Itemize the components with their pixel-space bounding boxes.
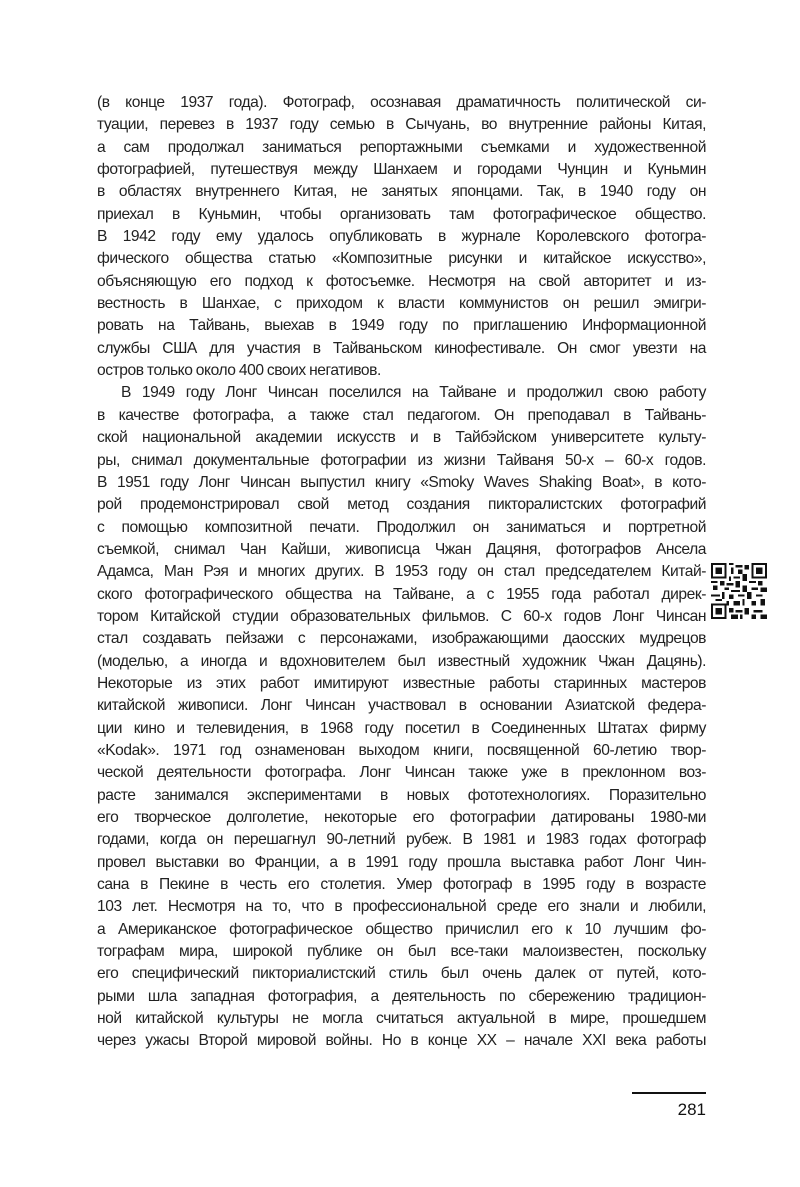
text-line: тографам мира, широкой публике он был все-таки малоизвестен, поскольку <box>97 943 706 961</box>
text-line: остров только около 400 своих негативов. <box>97 362 381 380</box>
text-line: (моделью, а иногда и вдохновителем был известный художник Чжан Дацянь). <box>97 652 706 670</box>
text-line: ческой деятельности фотографа. Лонг Чинсан также уже в преклонном воз- <box>97 764 706 782</box>
text-line: годами, когда он перешагнул 90-летний рубеж. В 1981 и 1983 годах фотограф <box>97 831 706 849</box>
text-line: провел выставки во Франции, а в 1991 году прошла выставка работ Лонг Чин- <box>97 853 706 871</box>
text-line: рой продемонстрировал свой метод создания пикторалистских фотографий <box>97 496 706 514</box>
text-line: В 1949 году Лонг Чинсан поселился на Тайване и продолжил свою работу <box>121 384 706 402</box>
text-line: службы США для участия в Тайваньском кинофестивале. Он смог увезти на <box>97 339 706 357</box>
text-line: стал создавать пейзажи с персонажами, изображающими даосских мудрецов <box>97 630 706 648</box>
text-line: тором Китайской студии образовательных фильмов. С 60-х годов Лонг Чинсан <box>97 607 706 625</box>
text-line: в качестве фотографа, а также стал педагогом. Он преподавал в Тайвань- <box>97 406 706 424</box>
text-line: приехал в Куньмин, чтобы организовать там фотографическое общество. <box>97 205 706 223</box>
text-line: его специфический пикториалистский стиль был очень далек от путей, кото- <box>97 965 706 983</box>
text-line: В 1942 году ему удалось опубликовать в журнале Королевского фотогра- <box>97 228 706 246</box>
page-number: 281 <box>677 1100 706 1119</box>
text-line: в областях внутреннего Китая, не занятых японцами. Так, в 1940 году он <box>97 183 706 201</box>
text-line: через ужасы Второй мировой войны. Но в конце XX – начале XXI века работы <box>97 1032 706 1050</box>
text-line: ной китайской культуры не могла считаться актуальной в мире, прошедшем <box>97 1010 706 1028</box>
text-line: его творческое долголетие, некоторые его фотографии датированы 1980-ми <box>97 809 706 826</box>
text-line: вестность в Шанхае, с приходом к власти коммунистов он решил эмигри- <box>97 295 706 313</box>
text-line: В 1951 году Лонг Чинсан выпустил книгу «Smoky Waves Shaking Boat», в кото- <box>97 473 706 491</box>
text-line: 103 лет. Несмотря на то, что в профессиональной среде его знали и любили, <box>97 898 706 916</box>
text-line: с помощью композитной печати. Продолжил он заниматься и портретной <box>97 518 706 536</box>
text-line: рыми шла западная фотография, а деятельность по сбережению традицион- <box>97 987 706 1005</box>
text-line: ского фотографического общества на Тайване, а с 1955 года работал дирек- <box>97 585 706 603</box>
text-line: «Kodak». 1971 год ознаменован выходом книги, посвященной 60-летию твор- <box>97 741 706 759</box>
text-line: (в конце 1937 года). Фотограф, осознавая драматичность политической си- <box>97 94 706 111</box>
text-line: Адамса, Ман Рэя и многих других. В 1953 году он стал председателем Китай- <box>97 563 706 581</box>
page-body <box>97 92 706 1053</box>
text-line: китайской живописи. Лонг Чинсан участвовал в основании Азиатской федера- <box>97 697 706 715</box>
text-line: фотографией, путешествуя между Шанхаем и городами Чунцин и Куньмин <box>97 161 706 179</box>
text-line: ры, снимал документальные фотографии из жизни Тайваня 50-х – 60-х годов. <box>97 451 706 469</box>
text-line: сана в Пекине в честь его столетия. Умер фотограф в 1995 году в возрасте <box>97 876 706 894</box>
qr-code-icon[interactable] <box>711 563 767 619</box>
text-line: объясняющую его подход к фотосъемке. Несмотря на свой авторитет и из- <box>97 272 706 290</box>
text-line: фического общества статью «Композитные рисунки и китайское искусство», <box>97 250 706 268</box>
text-line: а Американское фотографическое общество причислил его к 10 лучшим фо- <box>97 920 706 938</box>
text-line: ровать на Тайвань, выехав в 1949 году по приглашению Информационной <box>97 317 706 335</box>
text-line: туации, перевез в 1937 году семью в Сычуань, во внутренние районы Китая, <box>97 116 706 134</box>
text-line: ской национальной академии искусств и в Тайбэйском университете культу- <box>97 429 706 447</box>
text-line: Некоторые из этих работ имитируют известные работы старинных мастеров <box>97 674 706 692</box>
text-line: ции кино и телевидения, в 1968 году посетил в Соединенных Штатах фирму <box>97 719 706 737</box>
text-line: съемкой, снимал Чан Кайши, живописца Чжан Дацяня, фотографов Ансела <box>97 540 706 558</box>
text-line: расте занимался экспериментами в новых фототехнологиях. Поразительно <box>97 786 706 804</box>
text-line: а сам продолжал заниматься репортажными съемками и художественной <box>97 138 706 156</box>
footer-rule <box>632 1092 706 1094</box>
